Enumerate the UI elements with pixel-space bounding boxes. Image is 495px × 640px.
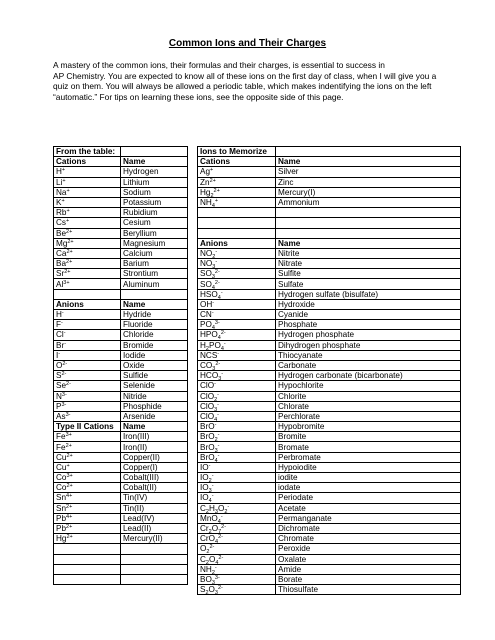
ion-formula	[54, 574, 121, 584]
ion-name: Magnesium	[121, 238, 188, 248]
ion-formula: OH-	[198, 299, 276, 309]
table-row	[54, 462, 188, 472]
ion-name: Hydrogen sulfate (bisulfate)	[276, 289, 461, 299]
table-row	[54, 442, 188, 452]
table-row	[54, 208, 188, 218]
ion-formula: $Zn^{2+}$	[198, 177, 276, 187]
ion-name: Copper(II)	[121, 452, 188, 462]
ion-formula: $NO_3^-$	[198, 259, 276, 269]
table-row	[54, 218, 188, 228]
ion-name: Borate	[276, 574, 461, 584]
ion-formula: K+	[54, 197, 121, 207]
intro-paragraph	[53, 60, 461, 102]
ion-name: Zinc	[276, 177, 461, 187]
ion-name: Mercury(I)	[276, 187, 461, 197]
table-row	[54, 248, 188, 258]
ion-formula: $NH_2^-$	[198, 564, 276, 574]
ion-name: Periodate	[276, 493, 461, 503]
table-row	[198, 381, 461, 391]
table-row	[54, 157, 188, 167]
ion-name: Barium	[121, 259, 188, 269]
ion-name	[276, 228, 461, 238]
ion-formula: $Hg_2^{2+}$	[198, 187, 276, 197]
ion-formula: $N^{3-}$	[54, 391, 121, 401]
table-row	[198, 248, 461, 258]
ion-name: Strontium	[121, 269, 188, 279]
table-row	[54, 473, 188, 483]
ion-formula: Anions	[198, 238, 276, 248]
table-row	[198, 310, 461, 320]
ion-formula	[198, 218, 276, 228]
table-row	[198, 371, 461, 381]
table-row	[54, 228, 188, 238]
ion-name: Hypobromite	[276, 422, 461, 432]
ion-formula: I-	[54, 350, 121, 360]
ion-formula: $O^{2-}$	[54, 360, 121, 370]
ion-name: Perbromate	[276, 452, 461, 462]
table-row	[198, 401, 461, 411]
table-row	[54, 269, 188, 279]
table-row	[198, 187, 461, 197]
ion-formula: $Al^{3+}$	[54, 279, 121, 289]
ion-formula: $SO_3^{2-}$	[198, 269, 276, 279]
table-row	[54, 391, 188, 401]
ion-name: Tin(II)	[121, 503, 188, 513]
ion-formula: $CO_3^{2-}$	[198, 360, 276, 370]
table-row	[198, 513, 461, 523]
ion-formula: $Pb^{2+}$	[54, 523, 121, 533]
table-row	[198, 177, 461, 187]
ion-name: Hydride	[121, 310, 188, 320]
ion-formula: F-	[54, 320, 121, 330]
ion-name: Aluminum	[121, 279, 188, 289]
ion-formula: $Cr_2O_7^{2-}$	[198, 523, 276, 533]
ion-formula: ClO$_4$-	[198, 411, 276, 421]
ion-name: Nitrate	[276, 259, 461, 269]
table-row	[198, 238, 461, 248]
ion-name: iodite	[276, 473, 461, 483]
ion-name: Bromide	[121, 340, 188, 350]
ion-name: Hydrogen phosphate	[276, 330, 461, 340]
table-row	[54, 411, 188, 421]
ion-name: Cobalt(III)	[121, 473, 188, 483]
ion-formula: ClO$_2$-	[198, 391, 276, 401]
intro-line: A mastery of the common ions, their formulas and their charges, is essential to success in	[53, 60, 385, 70]
ion-formula: $Ca^{2+}$	[54, 248, 121, 258]
table-row	[198, 340, 461, 350]
ion-name: Chromate	[276, 534, 461, 544]
table-from-periodic-table	[53, 146, 188, 585]
ion-formula: IO-	[198, 462, 276, 472]
table-row	[198, 167, 461, 177]
ion-formula: $H_2PO_4^-$	[198, 340, 276, 350]
table-row	[198, 360, 461, 370]
ion-name: Chlorite	[276, 391, 461, 401]
table-row	[198, 452, 461, 462]
ion-name	[276, 218, 461, 228]
table-row	[54, 299, 188, 309]
table-row	[54, 554, 188, 564]
ion-name: Phosphide	[121, 401, 188, 411]
table-row	[198, 503, 461, 513]
ion-name: Hydrogen carbonate (bicarbonate)	[276, 371, 461, 381]
ion-formula: BrO$_4$-	[198, 452, 276, 462]
ion-formula: $S_2O_3^{2-}$	[198, 585, 276, 595]
table-row	[198, 473, 461, 483]
table-row	[198, 534, 461, 544]
table-row	[54, 350, 188, 360]
table-row	[54, 544, 188, 554]
ion-formula: BrO$_2$-	[198, 432, 276, 442]
ion-name: Rubidium	[121, 208, 188, 218]
ion-formula: $PO_4^{3-}$	[198, 320, 276, 330]
ion-formula: NCS-	[198, 350, 276, 360]
ion-formula: $Se^{2-}$	[54, 381, 121, 391]
ion-name	[121, 544, 188, 554]
ion-name	[121, 574, 188, 584]
table-row	[54, 432, 188, 442]
ion-formula: $Ba^{2+}$	[54, 259, 121, 269]
intro-line: quiz on them. You will always be allowed a periodic table, which makes indentifying the ions on the left	[53, 81, 432, 92]
table-row	[54, 381, 188, 391]
ion-name: iodate	[276, 483, 461, 493]
table-row	[54, 340, 188, 350]
ion-name: Chlorate	[276, 401, 461, 411]
ion-formula: $NO_2^-$	[198, 248, 276, 258]
ion-name: Iron(II)	[121, 442, 188, 452]
table-row	[198, 462, 461, 472]
ion-formula: $Sn^{2+}$	[54, 503, 121, 513]
table-row	[54, 574, 188, 584]
ion-formula: Cs+	[54, 218, 121, 228]
table-row	[198, 411, 461, 421]
ion-formula: ClO$_3$-	[198, 401, 276, 411]
ion-formula: $BO_3^{3-}$	[198, 574, 276, 584]
table-row	[198, 259, 461, 269]
ion-formula: H-	[54, 310, 121, 320]
ion-formula: $NH_4^+$	[198, 197, 276, 207]
ion-name	[121, 554, 188, 564]
ion-formula: $Fe^{3+}$	[54, 432, 121, 442]
table-row	[54, 147, 188, 157]
table-row	[54, 238, 188, 248]
ion-formula: Type II Cations	[54, 422, 121, 432]
ion-formula	[54, 544, 121, 554]
ion-name: Name	[121, 422, 188, 432]
table-row	[198, 554, 461, 564]
ion-formula: Cu+	[54, 462, 121, 472]
ion-formula: Rb+	[54, 208, 121, 218]
table-row	[198, 218, 461, 228]
table-row	[198, 350, 461, 360]
ion-name: Bromite	[276, 432, 461, 442]
ion-name: Lithium	[121, 177, 188, 187]
ion-name: Cesium	[121, 218, 188, 228]
ion-name: Sodium	[121, 187, 188, 197]
ion-name: Hypochlorite	[276, 381, 461, 391]
ion-formula: $S^{2-}$	[54, 371, 121, 381]
ion-name	[276, 208, 461, 218]
ion-name: Thiocyanate	[276, 350, 461, 360]
ion-formula: $As^{3-}$	[54, 411, 121, 421]
ion-formula: Ions to Memorize	[198, 147, 276, 157]
table-row	[54, 493, 188, 503]
table-row	[198, 391, 461, 401]
ion-formula	[198, 228, 276, 238]
ion-formula: $P^{3-}$	[54, 401, 121, 411]
table-row	[198, 299, 461, 309]
ion-formula: $HSO_4^-$	[198, 289, 276, 299]
table-row	[198, 564, 461, 574]
ion-name: Carbonate	[276, 360, 461, 370]
ion-formula: $O_2^{2-}$	[198, 544, 276, 554]
ion-name: Amide	[276, 564, 461, 574]
ion-name: Oxalate	[276, 554, 461, 564]
ion-formula: MnO$_4$-	[198, 513, 276, 523]
table-row	[198, 523, 461, 533]
table-row	[54, 177, 188, 187]
ion-name: Sulfide	[121, 371, 188, 381]
ion-name: Silver	[276, 167, 461, 177]
table-row	[54, 167, 188, 177]
ion-formula: $IO_3^-$	[198, 483, 276, 493]
ion-formula: BrO-	[198, 422, 276, 432]
intro-line: “automatic.” For tips on learning these ions, see the opposite side of this page.	[53, 91, 344, 102]
table-row	[54, 534, 188, 544]
ion-name	[121, 564, 188, 574]
ion-name: Fluoride	[121, 320, 188, 330]
ion-name: Name	[276, 238, 461, 248]
ion-name: Arsenide	[121, 411, 188, 421]
table-row	[198, 585, 461, 595]
ion-formula: $Cu^{2+}$	[54, 452, 121, 462]
table-row	[198, 289, 461, 299]
ion-name: Phosphate	[276, 320, 461, 330]
ion-name: Cyanide	[276, 310, 461, 320]
page-title: Common Ions and Their Charges	[168, 38, 327, 49]
ion-formula: $SO_4^{2-}$	[198, 279, 276, 289]
ion-formula: $C_2H_3O_2^-$	[198, 503, 276, 513]
table-row	[54, 259, 188, 269]
table-row	[198, 228, 461, 238]
ion-formula: CrO$_4^{2-}$	[198, 534, 276, 544]
ion-formula: $HPO_4^{2-}$	[198, 330, 276, 340]
table-row	[54, 310, 188, 320]
table-row	[198, 442, 461, 452]
ion-name: Calcium	[121, 248, 188, 258]
ion-name: Bromate	[276, 442, 461, 452]
ion-name	[121, 289, 188, 299]
ion-name: Lead(II)	[121, 523, 188, 533]
ion-name	[276, 147, 461, 157]
ion-name: Nitride	[121, 391, 188, 401]
ion-formula: Cations	[198, 157, 276, 167]
table-row	[198, 544, 461, 554]
ion-formula: Ag+	[198, 167, 276, 177]
ion-name: Thiosulfate	[276, 585, 461, 595]
ion-formula: $Pb^{4+}$	[54, 513, 121, 523]
ion-name: Iodide	[121, 350, 188, 360]
ion-formula: CN-	[198, 310, 276, 320]
ion-name: Dihydrogen phosphate	[276, 340, 461, 350]
table-row	[198, 197, 461, 207]
table-row	[54, 422, 188, 432]
table-row	[198, 574, 461, 584]
ion-name: Sulfite	[276, 269, 461, 279]
table-row	[54, 279, 188, 289]
table-row	[198, 147, 461, 157]
ion-name: Lead(IV)	[121, 513, 188, 523]
intro-line: AP Chemistry. You are expected to know all of these ions on the first day of class, when I will give you a	[53, 70, 437, 81]
ion-name: Copper(I)	[121, 462, 188, 472]
ion-name: Name	[121, 299, 188, 309]
ion-formula: $C_2O_4^{2-}$	[198, 554, 276, 564]
ion-name: Beryllium	[121, 228, 188, 238]
ion-name: Mercury(II)	[121, 534, 188, 544]
ion-name: Nitrite	[276, 248, 461, 258]
ion-formula: $Be^{2+}$	[54, 228, 121, 238]
ion-name: Perchlorate	[276, 411, 461, 421]
ion-formula: ClO-	[198, 381, 276, 391]
ion-name: Potassium	[121, 197, 188, 207]
table-row	[198, 157, 461, 167]
table-row	[54, 320, 188, 330]
table-row	[54, 523, 188, 533]
table-row	[198, 330, 461, 340]
table-row	[198, 269, 461, 279]
ion-name: Acetate	[276, 503, 461, 513]
ion-formula: Cations	[54, 157, 121, 167]
table-row	[54, 452, 188, 462]
table-row	[54, 330, 188, 340]
table-row	[54, 197, 188, 207]
table-row	[198, 208, 461, 218]
table-row	[54, 564, 188, 574]
ion-formula: $Sn^{4+}$	[54, 493, 121, 503]
ion-formula: Br-	[54, 340, 121, 350]
ion-name: Dichromate	[276, 523, 461, 533]
ion-name	[121, 147, 188, 157]
ion-formula: $Sr^{2+}$	[54, 269, 121, 279]
table-row	[198, 279, 461, 289]
ion-formula: $Co^{3+}$	[54, 473, 121, 483]
ion-formula: $Co^{2+}$	[54, 483, 121, 493]
ion-formula: H+	[54, 167, 121, 177]
ion-formula: From the table:	[54, 147, 121, 157]
table-row	[54, 187, 188, 197]
ion-name: Chloride	[121, 330, 188, 340]
ion-formula: Anions	[54, 299, 121, 309]
ion-formula: $Hg^{2+}$	[54, 534, 121, 544]
ion-name: Cobalt(II)	[121, 483, 188, 493]
table-row	[198, 320, 461, 330]
table-row	[198, 432, 461, 442]
ion-name: Sulfate	[276, 279, 461, 289]
ion-name: Name	[121, 157, 188, 167]
ion-formula: BrO$_3$-	[198, 442, 276, 452]
ion-name: Tin(IV)	[121, 493, 188, 503]
ion-formula: $Fe^{2+}$	[54, 442, 121, 452]
table-row	[54, 483, 188, 493]
ion-name: Hydroxide	[276, 299, 461, 309]
ion-name: Name	[276, 157, 461, 167]
ion-name: Ammonium	[276, 197, 461, 207]
ion-name: Permanganate	[276, 513, 461, 523]
ion-formula	[54, 289, 121, 299]
ion-name: Selenide	[121, 381, 188, 391]
ion-formula	[54, 564, 121, 574]
ion-formula: $IO_2^-$	[198, 473, 276, 483]
ion-formula: $Mg^{2+}$	[54, 238, 121, 248]
ion-name: Hydrogen	[121, 167, 188, 177]
ion-formula: Cl-	[54, 330, 121, 340]
ion-name: Peroxide	[276, 544, 461, 554]
table-row	[198, 483, 461, 493]
ion-formula	[198, 208, 276, 218]
ion-formula	[54, 554, 121, 564]
ion-name: Oxide	[121, 360, 188, 370]
ion-formula: $HCO_3^-$	[198, 371, 276, 381]
ion-formula: Li+	[54, 177, 121, 187]
table-row	[198, 493, 461, 503]
table-row	[198, 422, 461, 432]
table-row	[54, 503, 188, 513]
table-row	[54, 289, 188, 299]
table-row	[54, 401, 188, 411]
ion-formula: $IO_4^-$	[198, 493, 276, 503]
ion-name: Hypoiodite	[276, 462, 461, 472]
ion-name: Iron(III)	[121, 432, 188, 442]
ion-formula: Na+	[54, 187, 121, 197]
table-ions-to-memorize	[197, 146, 461, 595]
table-row	[54, 513, 188, 523]
table-row	[54, 360, 188, 370]
table-row	[54, 371, 188, 381]
